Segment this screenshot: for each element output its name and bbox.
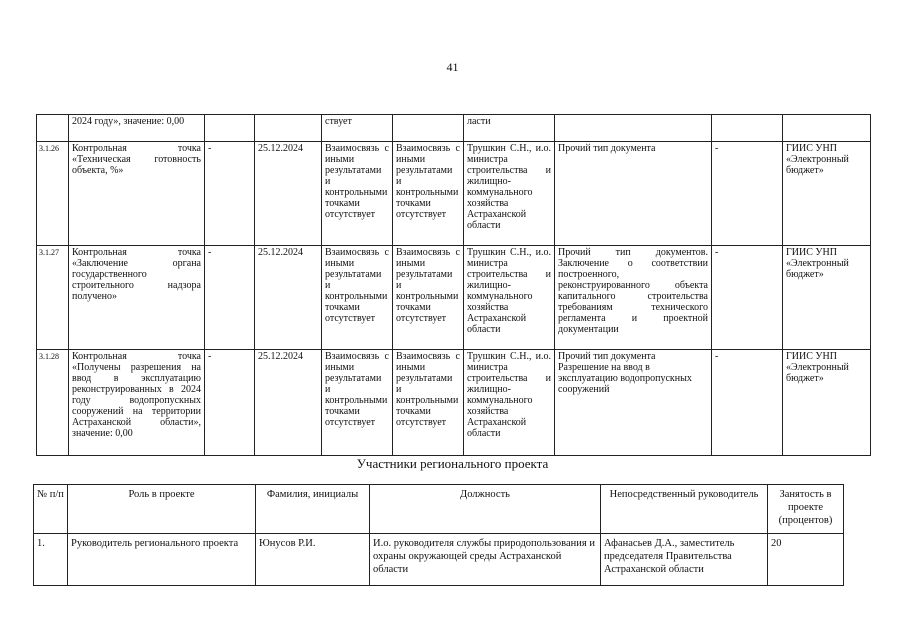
cell-extra xyxy=(712,115,783,142)
table-row xyxy=(37,142,871,246)
cell-prev xyxy=(205,115,255,142)
cell-extra: - xyxy=(712,142,783,246)
cell-name: Контрольная точка «Техническая готовность объекта, %» xyxy=(69,142,205,246)
cell-date: 25.12.2024 xyxy=(255,142,322,246)
cell-role: Руководитель регионального проекта xyxy=(68,534,256,586)
cell-name: 2024 году», значение: 0,00 xyxy=(69,115,205,142)
cell-num xyxy=(37,115,69,142)
cell-resp: ласти xyxy=(464,115,555,142)
cell-manager: Афанасьев Д.А., заместитель председателя Правительства Астраханской области xyxy=(601,534,768,586)
cell-link1: Взаимосвязь с иными результатами и контрольными точками отсутствует xyxy=(322,246,393,350)
cell-extra: - xyxy=(712,350,783,456)
participants-table xyxy=(33,484,844,586)
cell-link2: Взаимосвязь с иными результатами и контрольными точками отсутствует xyxy=(393,246,464,350)
cell-prev: - xyxy=(205,350,255,456)
table-row xyxy=(34,534,844,586)
cell-doc xyxy=(555,115,712,142)
table-row xyxy=(37,246,871,350)
cell-link1: Взаимосвязь с иными результатами и контрольными точками отсутствует xyxy=(322,350,393,456)
cell-doc: Прочий тип документов. Заключение о соответствии построенного, реконструированного объекта капитального строительства требованиям технического регламента и проектной документации xyxy=(555,246,712,350)
cell-link1: ствует xyxy=(322,115,393,142)
table-row xyxy=(37,350,871,456)
cell-position: И.о. руководителя службы природопользования и охраны окружающей среды Астраханской области xyxy=(370,534,601,586)
col-header-position: Должность xyxy=(370,485,601,534)
page-number: 41 xyxy=(446,60,459,74)
col-header-num: № п/п xyxy=(34,485,68,534)
cell-link1: Взаимосвязь с иными результатами и контрольными точками отсутствует xyxy=(322,142,393,246)
cell-link2 xyxy=(393,115,464,142)
col-header-role: Роль в проекте xyxy=(68,485,256,534)
cell-link2: Взаимосвязь с иными результатами и контрольными точками отсутствует xyxy=(393,350,464,456)
continued-row xyxy=(37,115,871,142)
cell-resp: Трушкин С.Н., и.о. министра строительства и жилищно-коммунального хозяйства Астраханской области xyxy=(464,142,555,246)
col-header-manager: Непосредственный руководитель xyxy=(601,485,768,534)
cell-name: Контрольная точка «Получены разрешения на ввод в эксплуатацию реконструированных в 2024 году водопропускных сооружений на территории Астраханской области», значение: 0,00 xyxy=(69,350,205,456)
cell-system: ГИИС УНП «Электронный бюджет» xyxy=(783,350,871,456)
cell-name: Контрольная точка «Заключение органа государственного строительного надзора получено» xyxy=(69,246,205,350)
cell-doc: Прочий тип документа xyxy=(555,142,712,246)
cell-prev: - xyxy=(205,142,255,246)
cell-doc: Прочий тип документа Разрешение на ввод в эксплуатацию водопропускных сооружений xyxy=(555,350,712,456)
cell-resp: Трушкин С.Н., и.о. министра строительства и жилищно-коммунального хозяйства Астраханской области xyxy=(464,350,555,456)
cell-system: ГИИС УНП «Электронный бюджет» xyxy=(783,142,871,246)
cell-num: 3.1.27 xyxy=(37,246,69,350)
header-row xyxy=(34,485,844,534)
cell-load: 20 xyxy=(768,534,844,586)
cell-extra: - xyxy=(712,246,783,350)
cell-link2: Взаимосвязь с иными результатами и контрольными точками отсутствует xyxy=(393,142,464,246)
cell-system xyxy=(783,115,871,142)
cell-date: 25.12.2024 xyxy=(255,246,322,350)
cell-num: 3.1.28 xyxy=(37,350,69,456)
col-header-load: Занятость в проекте (процентов) xyxy=(768,485,844,534)
cell-num: 3.1.26 xyxy=(37,142,69,246)
cell-date: 25.12.2024 xyxy=(255,350,322,456)
cell-name: Юнусов Р.И. xyxy=(256,534,370,586)
cell-num: 1. xyxy=(34,534,68,586)
cell-system: ГИИС УНП «Электронный бюджет» xyxy=(783,246,871,350)
cell-date xyxy=(255,115,322,142)
participants-title: Участники регионального проекта xyxy=(356,456,549,471)
col-header-name: Фамилия, инициалы xyxy=(256,485,370,534)
control-points-table xyxy=(36,114,871,456)
cell-prev: - xyxy=(205,246,255,350)
cell-resp: Трушкин С.Н., и.о. министра строительства и жилищно-коммунального хозяйства Астраханской области xyxy=(464,246,555,350)
